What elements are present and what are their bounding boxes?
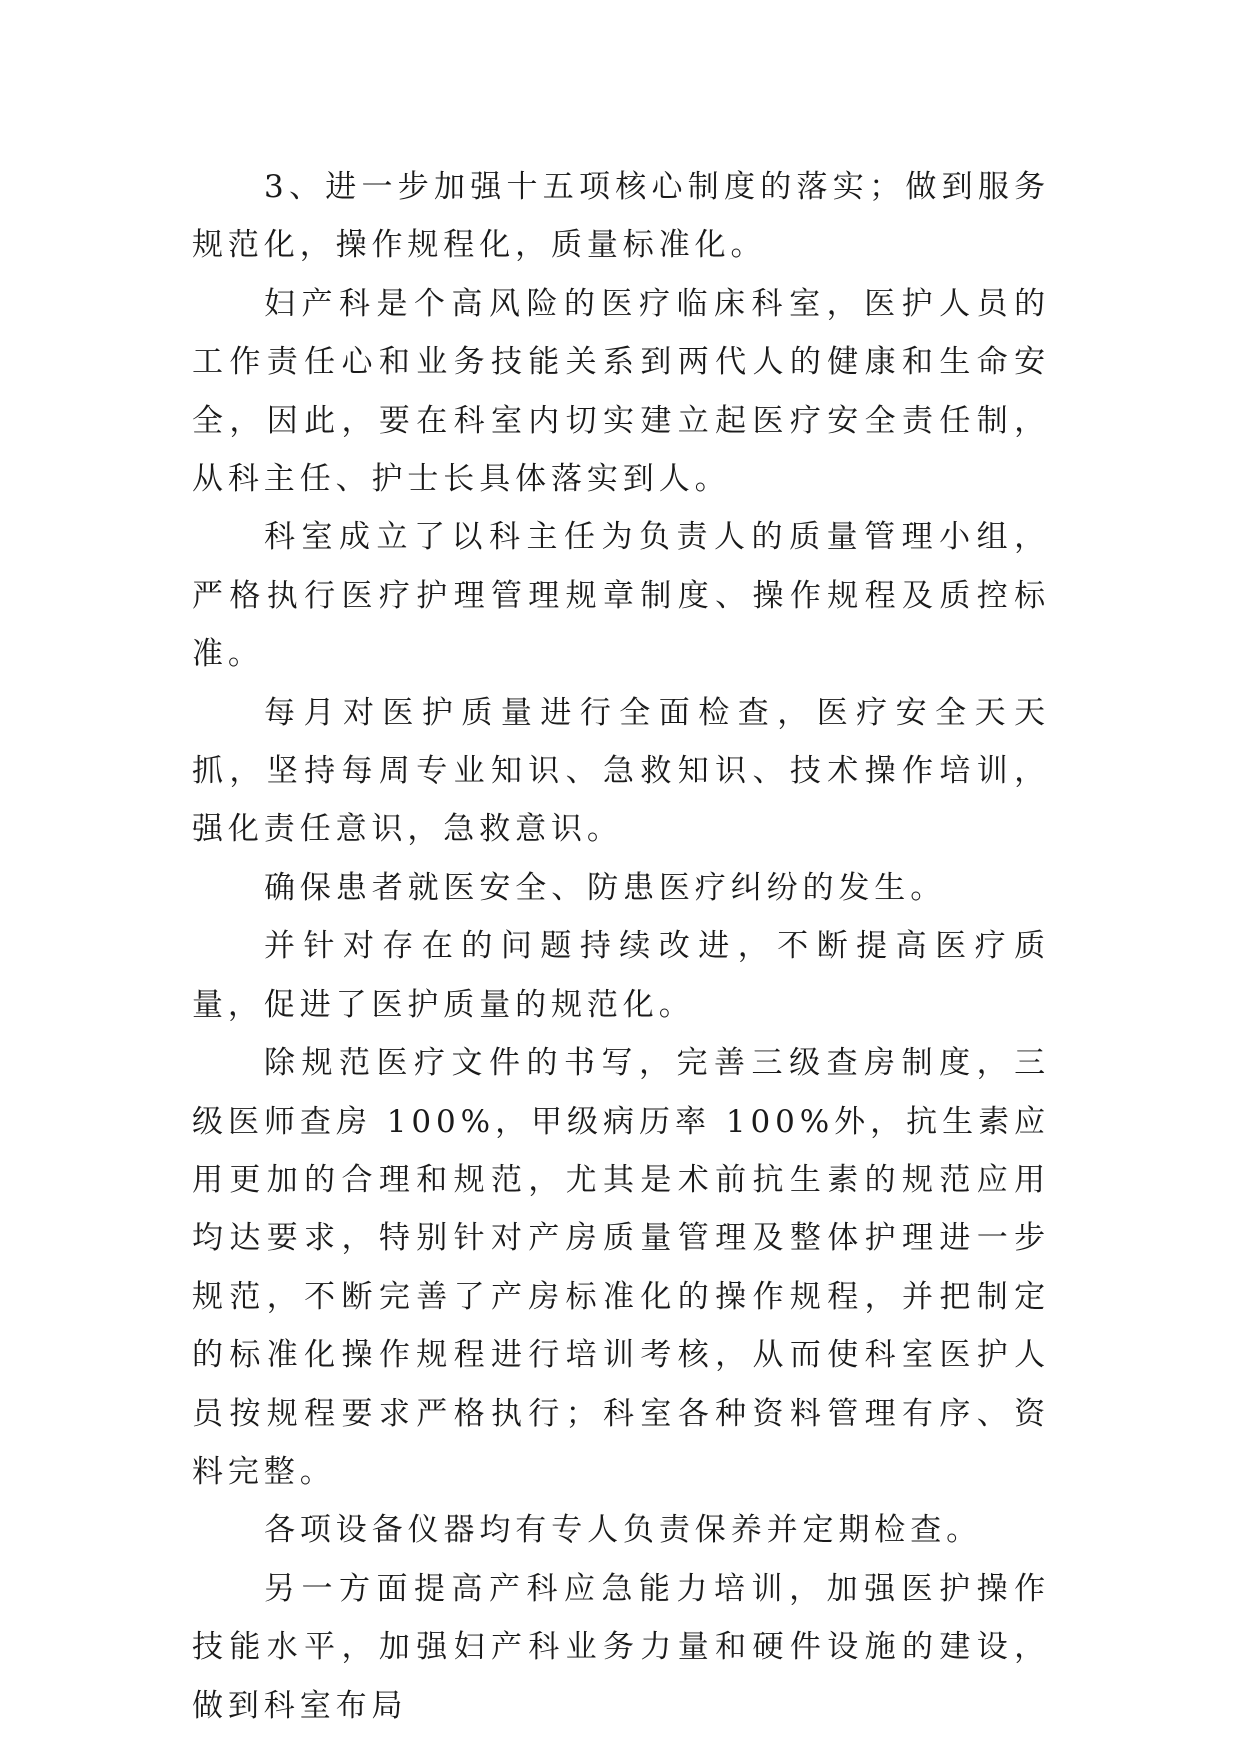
paragraph-continuous-improvement: 并针对存在的问题持续改进，不断提高医疗质量，促进了医护质量的规范化。 bbox=[192, 928, 1050, 1023]
paragraph-core-systems: 3、进一步加强十五项核心制度的落实；做到服务规范化，操作规程化，质量标准化。 bbox=[192, 169, 1050, 264]
paragraph-documentation-standards: 除规范医疗文件的书写，完善三级查房制度，三级医师查房 100%，甲级病历率 100%外，抗生素应用更加的合理和规范，尤其是术前抗生素的规范应用均达要求，特别针对产房质量管理及整体护理进一步规范，不断完善了产房标准化的操作规程，并把制定的标准化操作规程进行培训考核，从而使科室医护人员按规程要求严格执行；科室各种资料管理有序、资料完整。 bbox=[192, 1045, 1050, 1490]
paragraph-safety-responsibility: 妇产科是个高风险的医疗临床科室，医护人员的工作责任心和业务技能关系到两代人的健康和生命安全，因此，要在科室内切实建立起医疗安全责任制，从科主任、护士长具体落实到人。 bbox=[192, 285, 1050, 498]
paragraph-monthly-inspection: 每月对医护质量进行全面检查，医疗安全天天抓，坚持每周专业知识、急救知识、技术操作培训，强化责任意识，急救意识。 bbox=[192, 694, 1050, 848]
paragraph-emergency-training: 另一方面提高产科应急能力培训，加强医护操作技能水平，加强妇产科业务力量和硬件设施的建设，做到科室布局 bbox=[192, 1570, 1050, 1724]
paragraph-equipment-maintenance: 各项设备仪器均有专人负责保养并定期检查。 bbox=[264, 1512, 982, 1549]
paragraph-quality-group: 科室成立了以科主任为负责人的质量管理小组，严格执行医疗护理管理规章制度、操作规程及质控标准。 bbox=[192, 519, 1050, 673]
paragraph-patient-safety: 确保患者就医安全、防患医疗纠纷的发生。 bbox=[264, 869, 947, 906]
document-body bbox=[192, 158, 1050, 1735]
